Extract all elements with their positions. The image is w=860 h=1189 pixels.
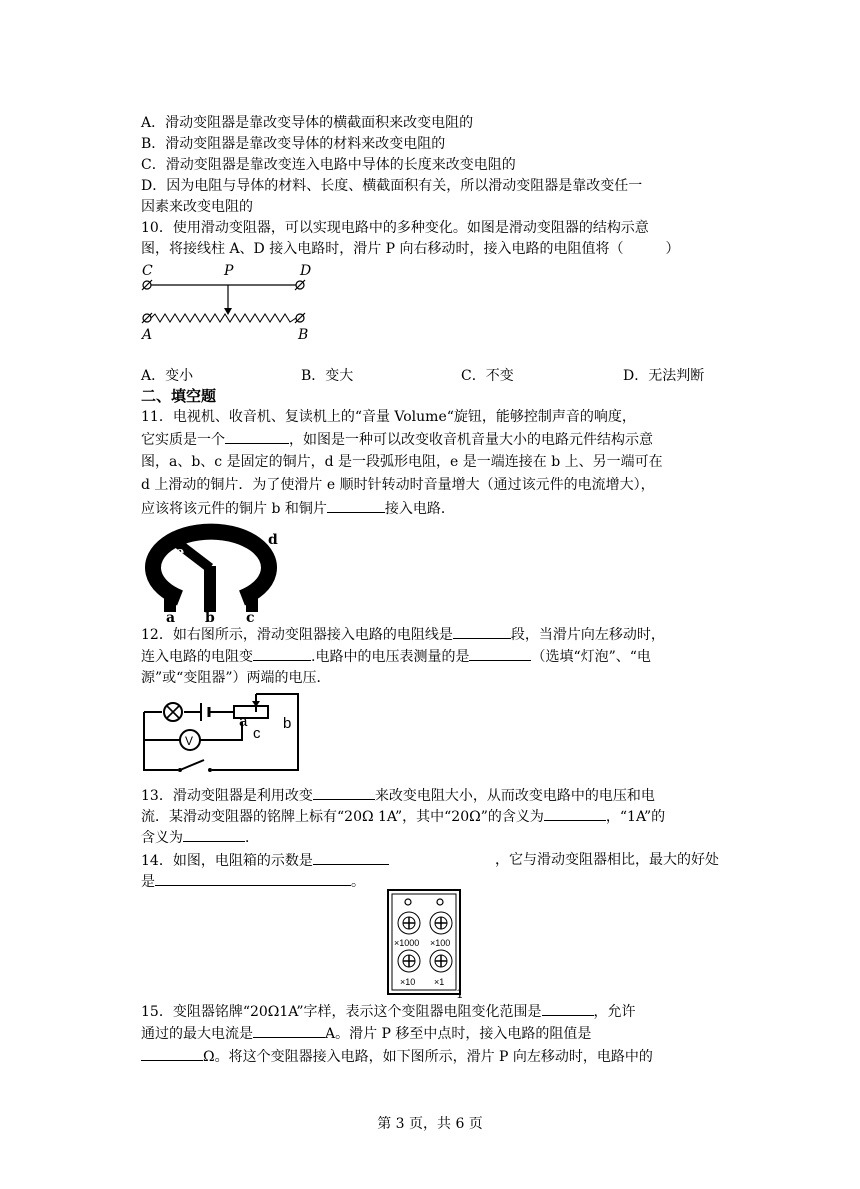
q13-line2 <box>141 806 665 827</box>
q15-line2 <box>141 1023 591 1044</box>
q15-text: ，允许 <box>593 1004 636 1020</box>
battery-icon <box>201 703 209 721</box>
dial-x100-label: ×100 <box>430 938 451 948</box>
dial-x10-label: ×10 <box>400 977 416 987</box>
q14-resistance-box-figure <box>384 889 468 999</box>
q15-line1 <box>141 1001 636 1022</box>
q14-line2 <box>141 871 365 892</box>
q12-blank-1[interactable] <box>453 624 511 639</box>
q12-line1 <box>141 624 665 645</box>
q13-blank-3[interactable] <box>183 827 245 842</box>
figure-caption: 1 <box>456 987 464 999</box>
q15-blank-1[interactable] <box>542 1001 594 1016</box>
label-d: d <box>268 532 278 548</box>
q15-text: A。滑片 P 移至中点时，接入电路的阻值是 <box>325 1026 592 1042</box>
q11-blank-1[interactable] <box>225 429 289 444</box>
page-footer: 第 3 页，共 6 页 <box>377 1116 483 1132</box>
q13-text: 含义为 <box>141 830 183 846</box>
switch-icon <box>178 760 212 772</box>
q14-blank-2[interactable] <box>155 871 351 886</box>
q13-text: 13．滑动变阻器是利用改变 <box>141 788 313 804</box>
q12-text: 12．如右图所示，滑动变阻器接入电路的电阻线是 <box>141 627 453 643</box>
q10-option-c: C．不变 <box>461 368 514 384</box>
q11-text: 应该将该元件的铜片 b 和铜片 <box>141 501 327 517</box>
q13-text: 流．某滑动变阻器的铭牌上标有“20Ω 1A”，其中“20Ω”的含义为 <box>141 809 544 825</box>
q15-blank-3[interactable] <box>141 1046 203 1061</box>
q10-option-d: D．无法判断 <box>623 368 705 384</box>
q15-text: Ω。将这个变阻器接入电路，如下图所示，滑片 P 向左移动时，电路中的 <box>203 1049 653 1065</box>
q13-blank-2[interactable] <box>544 806 606 821</box>
label-c: c <box>253 725 261 742</box>
q11-line1: 11．电视机、收音机、复读机上的“音量 Volume“旋钮，能够控制声音的响度， <box>141 409 636 425</box>
label-a: a <box>166 610 176 624</box>
q11-blank-2[interactable] <box>327 498 385 513</box>
section-title: 二、填空题 <box>141 387 217 405</box>
q10-line1: 10．使用滑动变阻器，可以实现电路中的多种变化。如图是滑动变阻器的结构示意 <box>141 220 649 236</box>
dial-x1-label: ×1 <box>434 977 445 987</box>
q12-text: 连入电路的电阻变 <box>141 649 253 665</box>
q11-line2 <box>141 429 653 450</box>
q9-option-d-line1: D．因为电阻与导体的材料、长度、横截面积有关，所以滑动变阻器是靠改变任一 <box>141 178 643 194</box>
label-b: b <box>283 715 292 732</box>
terminal-a-label: A <box>142 327 153 342</box>
q12-text: （选填“灯泡”、“电 <box>531 649 651 665</box>
q11-line3: 图，a、b、c 是固定的铜片，d 是一段弧形电阻，e 是一端连接在 b 上、另一端可在 <box>141 454 663 470</box>
q15-text: 通过的最大电流是 <box>141 1026 253 1042</box>
q12-blank-2[interactable] <box>253 646 311 661</box>
terminal-b-label: B <box>298 327 309 342</box>
q13-text: ． <box>245 830 259 846</box>
q10-rheostat-figure <box>136 260 316 342</box>
q9-option-c: C．滑动变阻器是靠改变连入电路中导体的长度来改变电阻的 <box>141 157 516 173</box>
q9-option-b: B．滑动变阻器是靠改变导体的材料来改变电阻的 <box>141 136 446 152</box>
q10-option-a: A．变小 <box>141 368 194 384</box>
voltmeter-label: V <box>185 734 194 748</box>
q13-line3 <box>141 827 259 848</box>
q13-text: 来改变电阻大小，从而改变电路中的电压和电 <box>374 788 655 804</box>
q13-text: ，“1A”的 <box>605 809 666 825</box>
label-b: b <box>205 610 215 624</box>
q14-text: 14．如图，电阻箱的示数是 <box>141 853 313 869</box>
q11-line4: d 上滑动的铜片．为了使滑片 e 顺时针转动时音量增大（通过该元件的电流增大）， <box>141 477 655 493</box>
label-a: a <box>239 713 248 730</box>
q12-text: .电路中的电压表测量的是 <box>311 649 470 665</box>
q11-text: ，如图是一种可以改变收音机音量大小的电路元件结构示意 <box>289 432 653 448</box>
q14-line1 <box>141 850 719 871</box>
label-e: e <box>176 545 185 560</box>
q15-line3 <box>141 1046 653 1067</box>
q11-text: 它实质是一个 <box>141 432 225 448</box>
q14-blank-1[interactable] <box>313 850 389 865</box>
q9-option-a: A．滑动变阻器是靠改变导体的横截面积来改变电阻的 <box>141 115 474 131</box>
terminal-d-label: D <box>300 263 312 279</box>
q13-blank-1[interactable] <box>313 785 375 800</box>
terminal-c-label: C <box>142 263 153 279</box>
q15-text: 15．变阻器铭牌“20Ω1A”字样，表示这个变阻器电阻变化范围是 <box>141 1004 542 1020</box>
q14-text: 。 <box>351 874 365 890</box>
q12-text: 段，当滑片向左移动时， <box>510 627 665 643</box>
terminal-p-label: P <box>224 263 234 279</box>
resistance-wire <box>151 314 296 322</box>
q14-text: ，它与滑动变阻器相比，最大的好处 <box>495 852 719 868</box>
q10-option-b: B．变大 <box>301 368 354 384</box>
q13-line1 <box>141 785 655 806</box>
q11-potentiometer-figure <box>138 518 286 624</box>
label-c: c <box>246 610 255 624</box>
q12-line2 <box>141 646 651 667</box>
q14-text: 是 <box>141 874 155 890</box>
q12-circuit-figure <box>138 690 304 784</box>
q11-line5 <box>141 498 455 519</box>
q11-text: 接入电路． <box>384 501 455 517</box>
dial-x1000-label: ×1000 <box>394 938 420 948</box>
q12-blank-3[interactable] <box>469 646 531 661</box>
q15-blank-2[interactable] <box>253 1023 325 1038</box>
q12-line3: 源”或“变阻器”）两端的电压． <box>141 670 331 686</box>
q10-line2: 图，将接线柱 A、D 接入电路时，滑片 P 向右移动时，接入电路的电阻值将（ ） <box>141 241 680 257</box>
q9-option-d-line2: 因素来改变电阻的 <box>141 199 253 215</box>
